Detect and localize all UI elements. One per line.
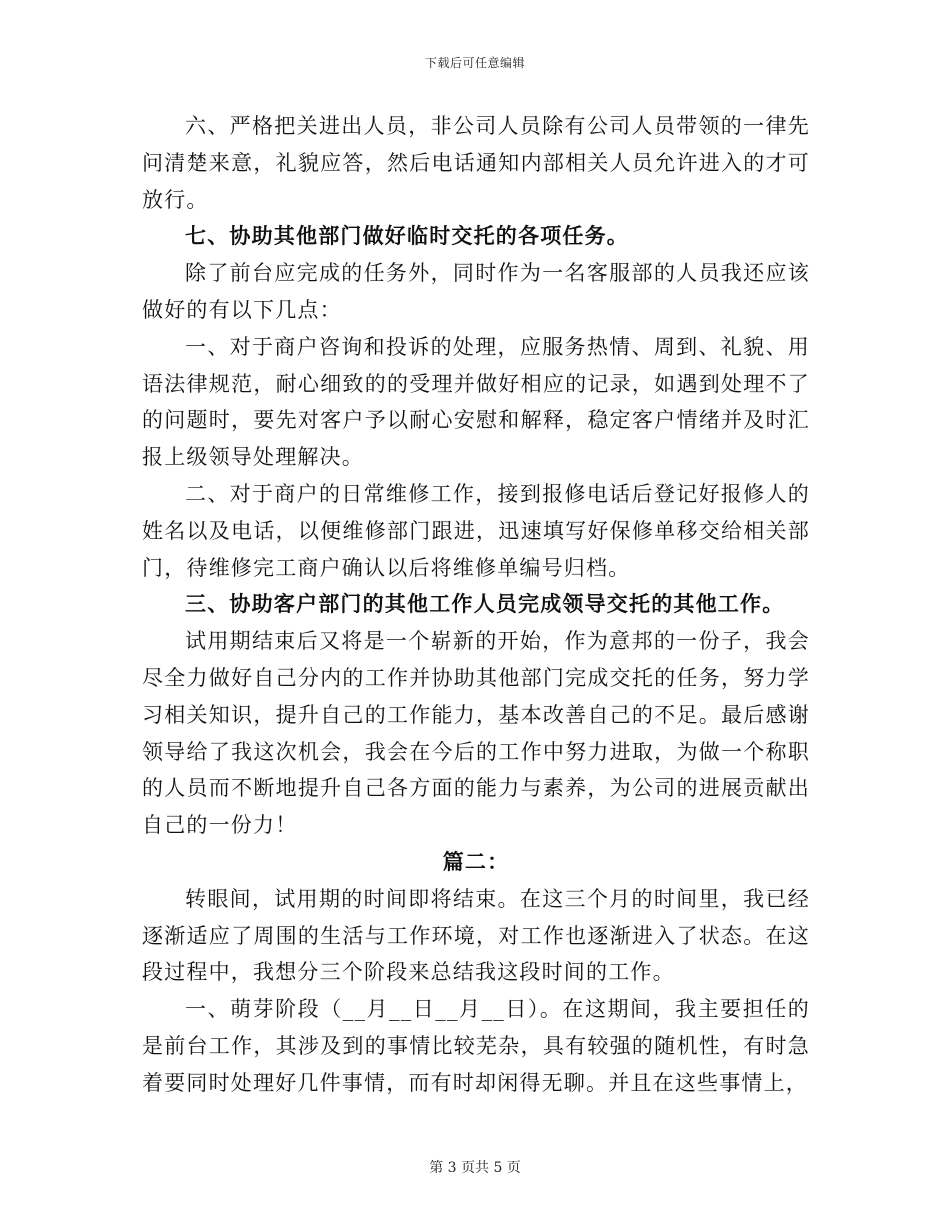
document-body <box>142 108 810 1102</box>
paragraph-stage-one: 一、萌芽阶段（__月__日__月__日）。在这期间，我主要担任的是前台工作，其涉及到的事情比较芜杂，具有较强的随机性，有时急着要同时处理好几件事情，而有时却闲得无聊。并且在这些事情上， <box>142 997 810 1095</box>
paragraph-complaint-handling: 一、对于商户咨询和投诉的处理，应服务热情、周到、礼貌、用语法律规范，耐心细致的的受理并做好相应的记录，如遇到处理不了的问题时，要先对客户予以耐心安慰和解释，稳定客户情绪并及时汇报上级领导处理解决。 <box>142 334 810 470</box>
paragraph-entry-control: 六、严格把关进出人员，非公司人员除有公司人员带领的一律先问清楚来意，礼貌应答，然后电话通知内部相关人员允许进入的才可放行。 <box>142 114 810 212</box>
paragraph-maintenance-work: 二、对于商户的日常维修工作，接到报修电话后登记好报修人的姓名以及电话，以便维修部门跟进，迅速填写好保修单移交给相关部门，待维修完工商户确认以后将维修单编号归档。 <box>142 481 810 580</box>
paragraph-chapter-two-intro: 转眼间，试用期的时间即将结束。在这三个月的时间里，我已经逐渐适应了周围的生活与工作环境，对工作也逐渐进入了状态。在这段过程中，我想分三个阶段来总结我这段时间的工作。 <box>142 886 810 985</box>
paragraph-conclusion: 试用期结束后又将是一个崭新的开始，作为意邦的一份子，我会尽全力做好自己分内的工作并协助其他部门完成交托的任务，努力学习相关知识，提升自己的工作能力，基本改善自己的不足。最后感谢领导给了我这次机会，我会在今后的工作中努力进取，为做一个称职的人员而不断地提升自己各方面的能力与素养，为公司的进展贡献出自己的一份力！ <box>142 629 810 838</box>
page-header: 下载后可任意编辑 <box>424 56 525 70</box>
section-heading-assist-departments: 七、协助其他部门做好临时交托的各项任务。 <box>185 223 629 249</box>
section-heading-assist-customer-dept: 三、协助客户部门的其他工作人员完成领导交托的其他工作。 <box>185 591 785 617</box>
page-footer: 第 3 页共 5 页 <box>429 1160 521 1176</box>
chapter-heading: 篇二： <box>442 848 510 874</box>
paragraph-customer-service-intro: 除了前台应完成的任务外，同时作为一名客服部的人员我还应该做好的有以下几点： <box>142 261 810 322</box>
